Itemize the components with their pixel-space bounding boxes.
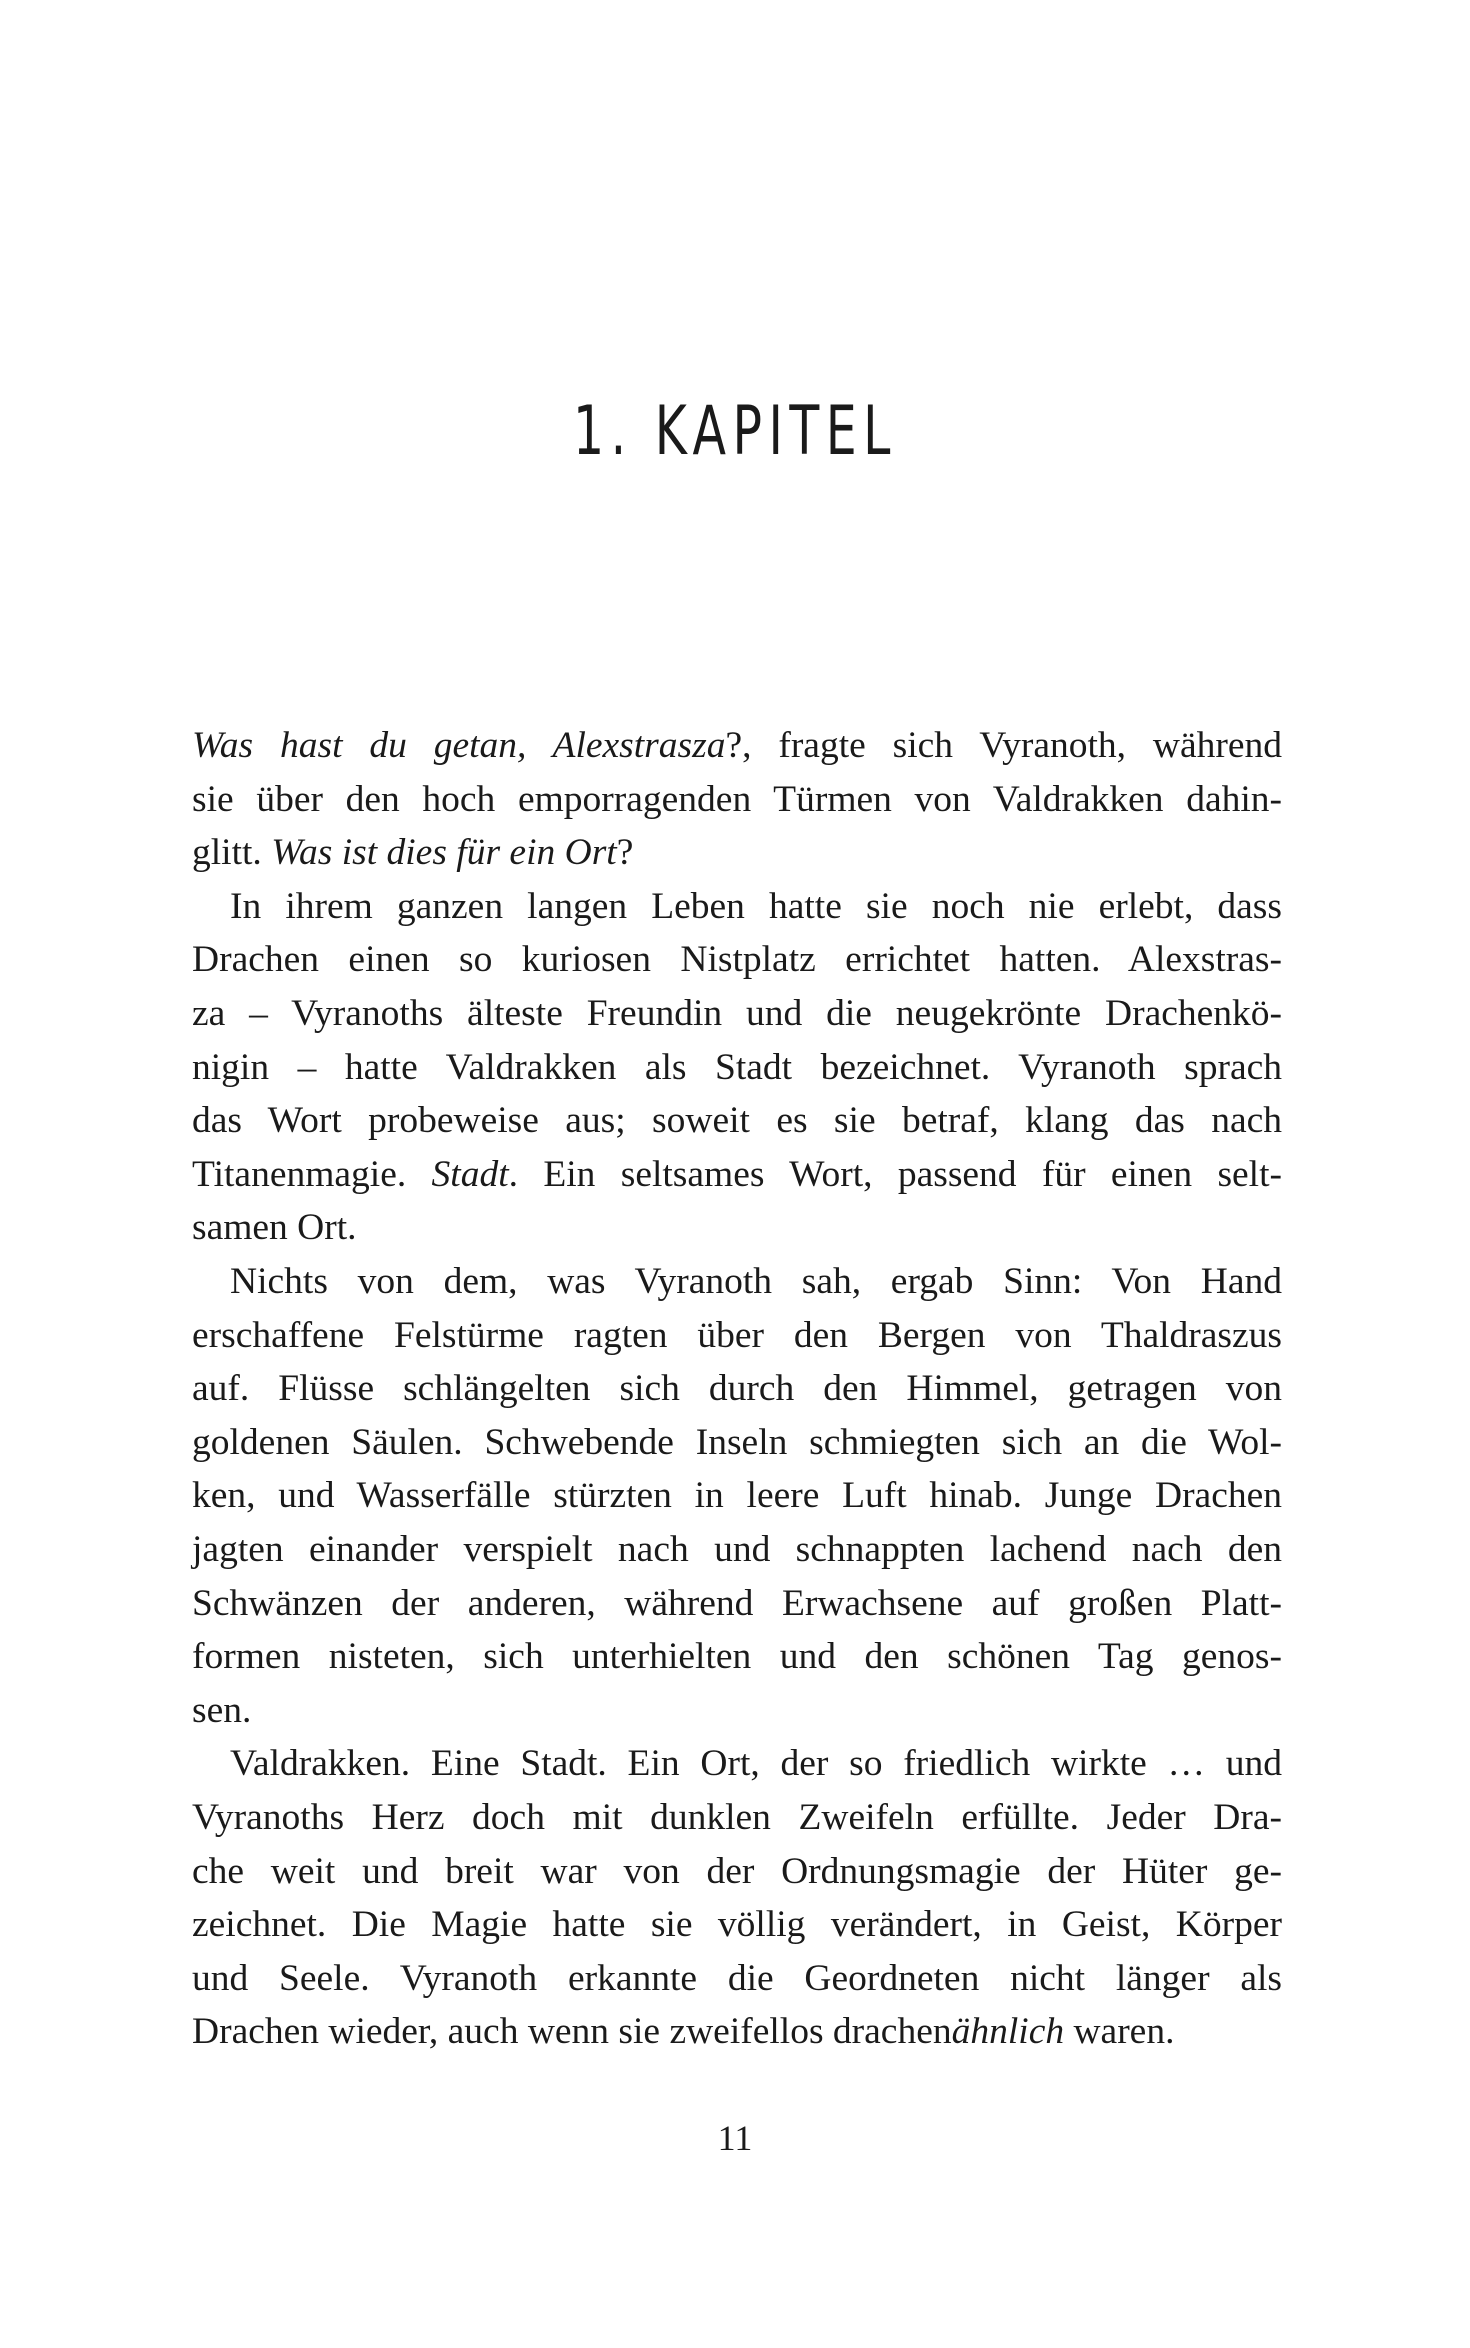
- text-segment: In ihrem ganzen langen Leben hatte sie noch nie erlebt, dass: [230, 885, 1282, 927]
- text-segment: Drachen wieder, auch wenn sie zweifellos drachen: [192, 2011, 952, 2053]
- text-segment: . Ein seltsames Wort, passend für einen selt-: [508, 1153, 1283, 1195]
- text-line: [192, 1153, 1283, 1195]
- text-line: [192, 1209, 1282, 1247]
- text-line: [192, 1957, 1282, 1999]
- text-segment: che weit und breit war von der Ordnungsmagie der Hüter ge-: [192, 1850, 1282, 1892]
- text-line: [192, 1046, 1282, 1088]
- text-line: [192, 1477, 1282, 1515]
- text-line: [192, 2013, 1282, 2051]
- text-segment: Nichts von dem, was Vyranoth sah, ergab Sinn: Von Hand: [230, 1261, 1282, 1302]
- text-segment: sie über den hoch emporragenden Türmen von Valdrakken dahin-: [192, 778, 1282, 820]
- italic-text: Was ist dies für ein Ort: [271, 832, 617, 874]
- text-segment: glitt.: [192, 832, 272, 874]
- text-line: [192, 727, 1282, 765]
- text-line: [230, 885, 1282, 927]
- text-line: [192, 1314, 1282, 1356]
- text-line: [192, 1421, 1282, 1463]
- text-line: [192, 1799, 1282, 1837]
- text-segment: goldenen Säulen. Schwebende Inseln schmiegten sich an die Wol-: [192, 1421, 1282, 1463]
- text-line: [192, 1102, 1282, 1140]
- text-segment: Schwänzen der anderen, während Erwachsene auf großen Platt-: [192, 1582, 1282, 1624]
- page-number: 11: [717, 2118, 753, 2158]
- text-line: [192, 1370, 1282, 1408]
- text-line: [192, 1689, 1282, 1731]
- text-segment: auf. Flüsse schlängelten sich durch den Himmel, getragen von: [192, 1368, 1282, 1410]
- text-line: [192, 1850, 1282, 1892]
- italic-text: ähnlich: [951, 2011, 1065, 2053]
- text-segment: zeichnet. Die Magie hatte sie völlig verändert, in Geist, Körper: [192, 1904, 1282, 1946]
- text-segment: und Seele. Vyranoth erkannte die Geordneten nicht länger als: [192, 1957, 1282, 1999]
- text-segment: Titanenmagie.: [192, 1153, 432, 1195]
- chapter-title: 1. KAPITEL: [573, 392, 897, 471]
- text-segment: jagten einander verspielt nach und schnappten lachend nach den: [192, 1529, 1282, 1570]
- text-segment: ?, fragte sich Vyranoth, während: [725, 725, 1282, 766]
- text-line: [192, 1582, 1282, 1624]
- text-line: [192, 1638, 1282, 1676]
- text-segment: samen Ort.: [192, 1207, 357, 1249]
- text-segment: ?: [616, 832, 634, 874]
- text-segment: za – Vyranoths älteste Freundin und die neugekrönte Drachenkö-: [192, 993, 1282, 1034]
- text-line: [192, 1531, 1282, 1569]
- text-segment: ken, und Wasserfälle stürzten in leere Luft hinab. Junge Drachen: [192, 1475, 1282, 1517]
- text-segment: Vyranoths Herz doch mit dunklen Zweifeln erfüllte. Jeder Dra-: [192, 1797, 1282, 1838]
- text-segment: sen.: [192, 1689, 252, 1731]
- text-segment: nigin – hatte Valdrakken als Stadt bezeichnet. Vyranoth sprach: [192, 1046, 1282, 1088]
- text-line: [192, 778, 1282, 820]
- text-line: [192, 1906, 1282, 1944]
- text-segment: Valdrakken. Eine Stadt. Ein Ort, der so friedlich wirkte … und: [230, 1743, 1282, 1785]
- text-line: [192, 995, 1282, 1033]
- text-line: [192, 941, 1282, 979]
- text-line: [230, 1263, 1282, 1301]
- text-segment: erschaffene Felstürme ragten über den Bergen von Thaldraszus: [192, 1314, 1282, 1356]
- italic-text: Stadt: [431, 1153, 509, 1195]
- text-segment: Drachen einen so kuriosen Nistplatz errichtet hatten. Alexstras-: [192, 939, 1282, 981]
- text-line: [192, 834, 1282, 872]
- text-line: [230, 1745, 1282, 1783]
- text-segment: formen nisteten, sich unterhielten und den schönen Tag genos-: [192, 1636, 1282, 1678]
- italic-text: Was hast du getan, Alexstrasza: [192, 725, 726, 766]
- text-segment: waren.: [1064, 2011, 1175, 2053]
- text-segment: das Wort probeweise aus; soweit es sie betraf, klang das nach: [192, 1100, 1282, 1142]
